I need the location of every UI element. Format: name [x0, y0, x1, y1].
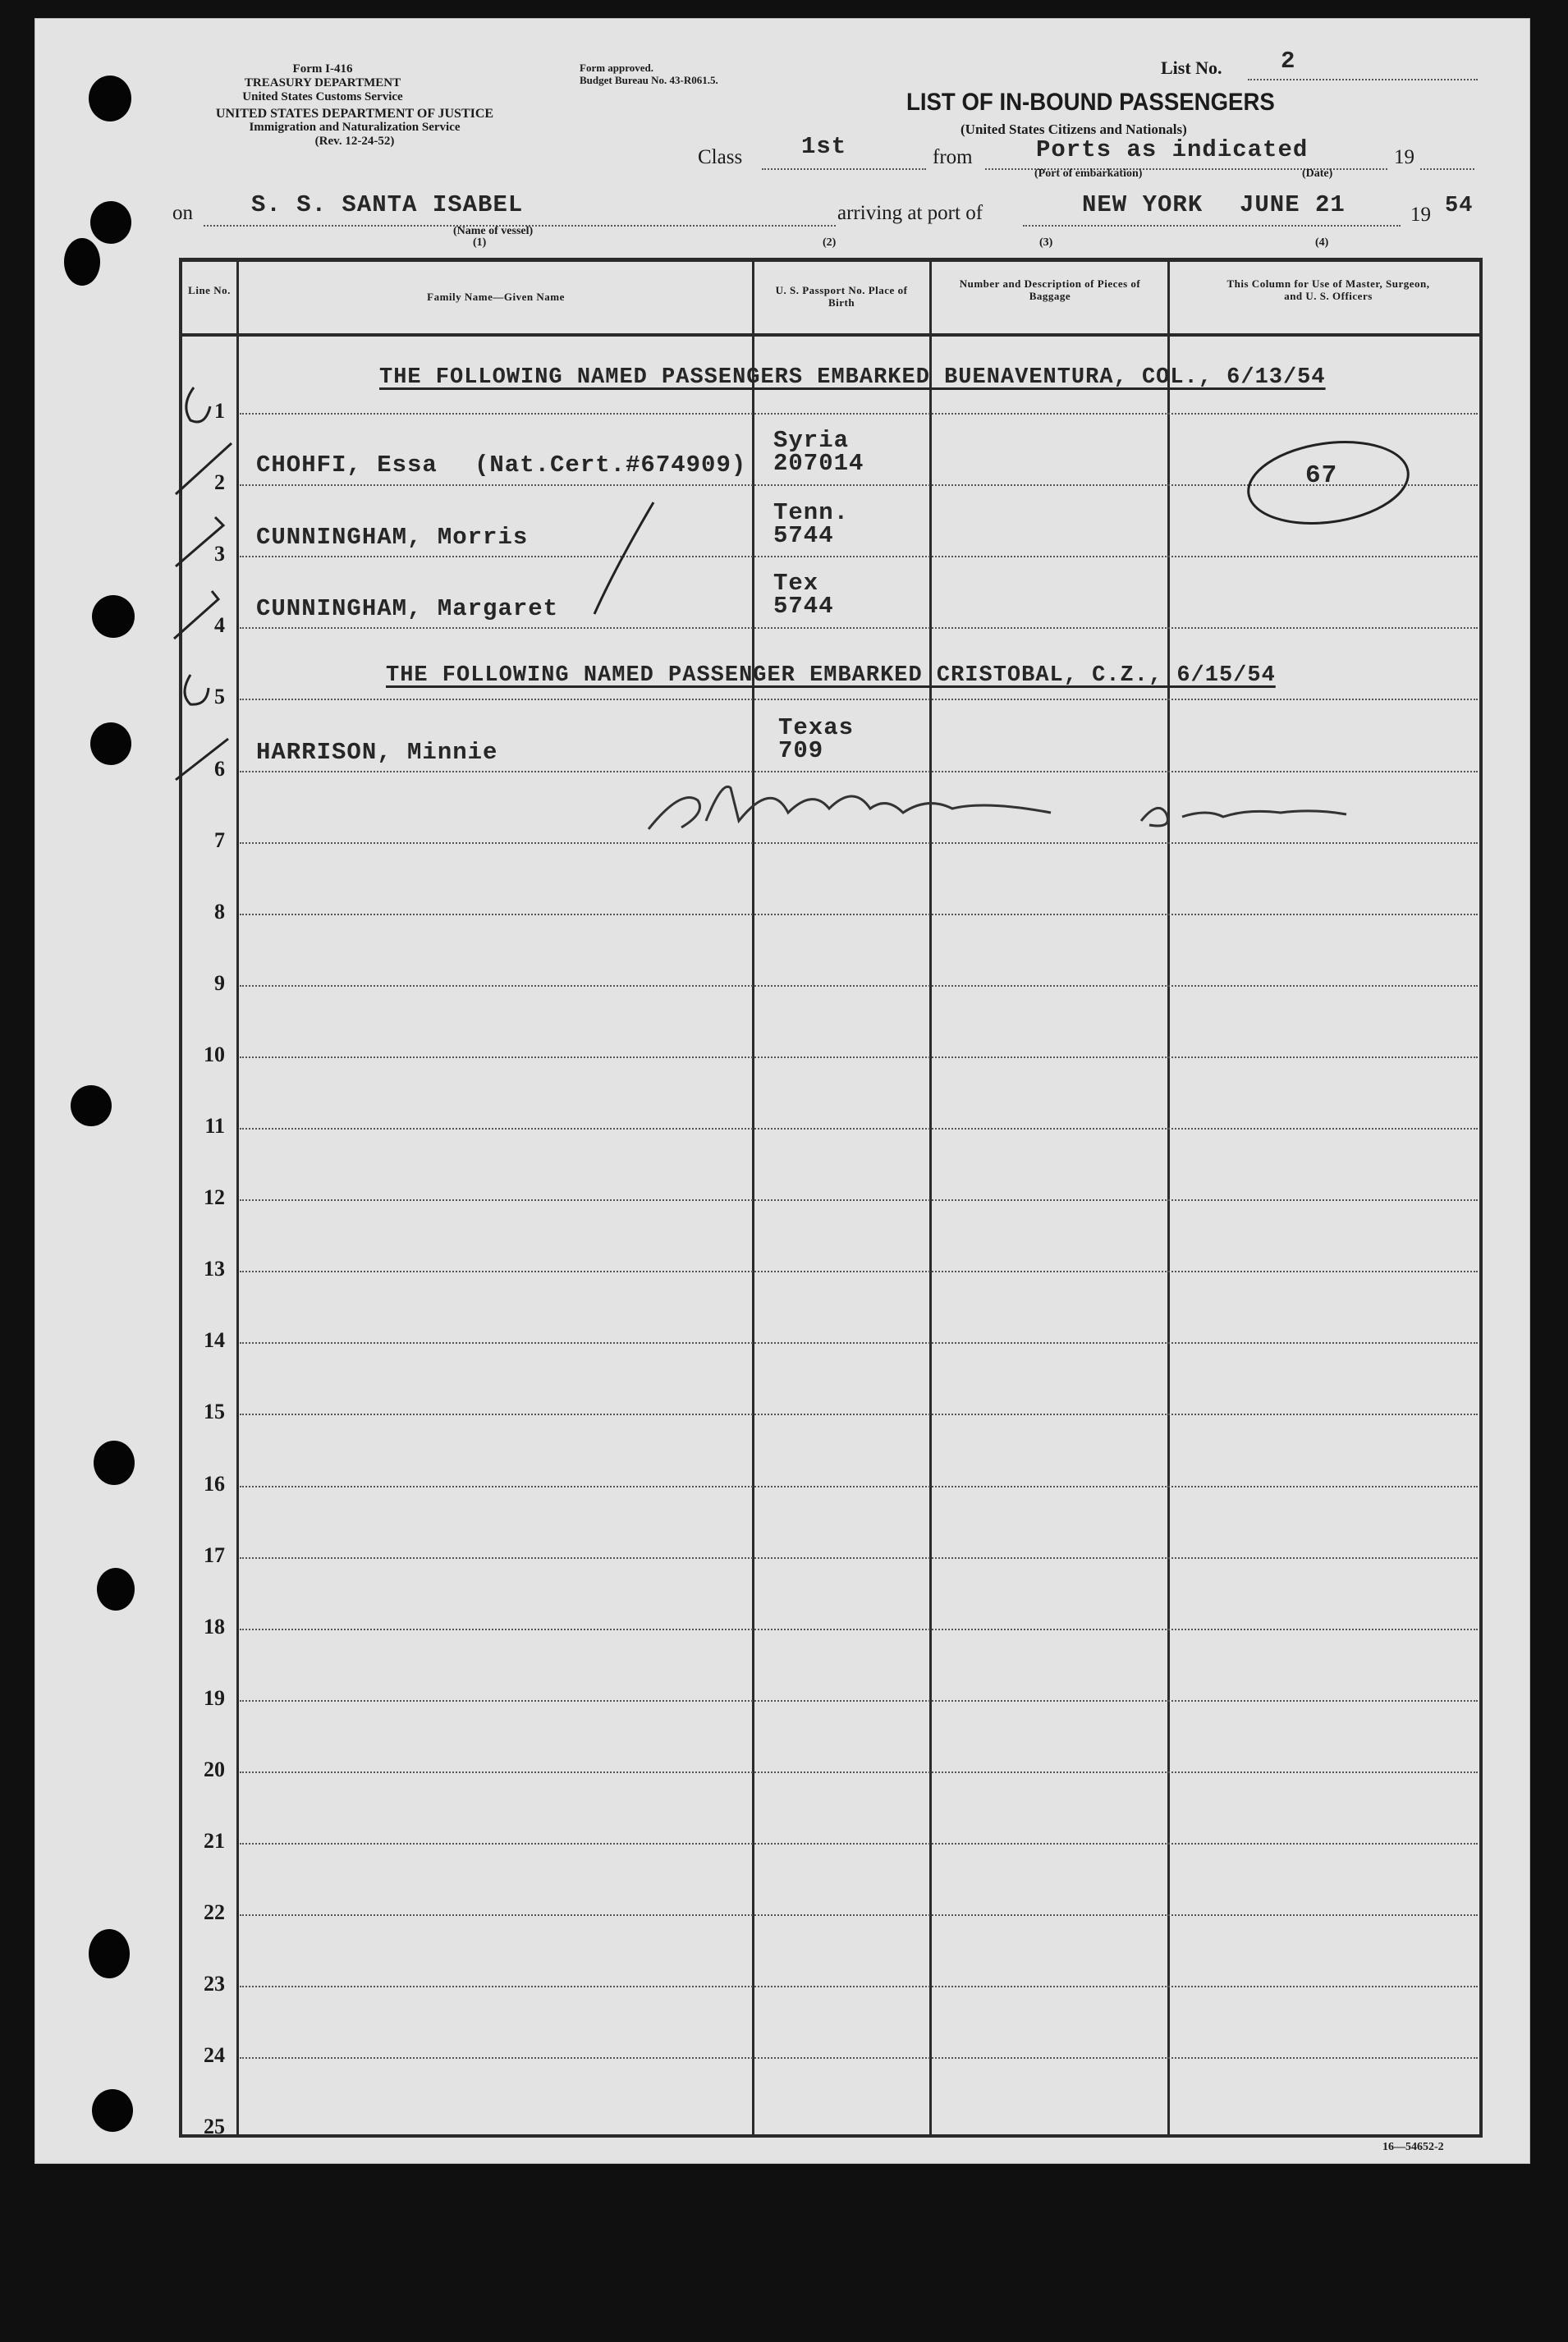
form-number: Form I-416 [292, 62, 353, 76]
list-no-value: 2 [1281, 48, 1296, 75]
passenger-name-margaret: CUNNINGHAM, Margaret [256, 595, 559, 622]
line-number: 10 [204, 1042, 225, 1066]
customs-label: United States Customs Service [242, 90, 403, 103]
caption-2: (2) [823, 236, 837, 249]
treasury-label: TREASURY DEPARTMENT [244, 76, 401, 89]
line-number: 17 [204, 1542, 225, 1567]
check-mark [176, 517, 223, 566]
check-mark [185, 675, 209, 704]
from-label: from [933, 146, 973, 168]
line-number: 20 [204, 1757, 225, 1781]
line-number: 19 [204, 1685, 225, 1710]
section-heading-cristobal: THE FOLLOWING NAMED PASSENGER EMBARKED CRISTOBAL, C.Z., 6/15/54 [386, 663, 1276, 688]
col-header-name: Family Name—Given Name [427, 291, 565, 303]
from-value: Ports as indicated [1036, 136, 1309, 163]
passenger-cert-chohfi: (Nat.Cert.#674909) [475, 451, 747, 479]
date-caption: (Date) [1302, 167, 1333, 180]
class-value: 1st [801, 133, 847, 160]
line-number: 12 [204, 1185, 225, 1210]
vessel-name: S. S. SANTA ISABEL [251, 191, 524, 218]
arrival-date: JUNE 21 [1240, 191, 1346, 218]
line-number: 16 [204, 1471, 225, 1496]
passenger-name-chohfi: CHOHFI, Essa [256, 451, 438, 479]
birthplace-morris: Tenn. [773, 499, 850, 526]
line-number: 25 [204, 2115, 225, 2139]
vessel-caption: (Name of vessel) [453, 225, 534, 237]
line-number: 23 [204, 1972, 225, 1996]
revision-label: (Rev. 12-24-52) [314, 135, 395, 148]
check-mark [176, 739, 228, 780]
line-number: 13 [204, 1257, 225, 1281]
from-caption: (Port of embarkation) [1034, 167, 1143, 180]
page-subtitle: (United States Citizens and Nationals) [961, 121, 1187, 137]
handwritten-signature [649, 786, 1051, 829]
birthplace-chohfi: Syria [773, 427, 850, 454]
page-title: LIST OF IN-BOUND PASSENGERS [906, 89, 1275, 116]
passenger-name-harrison: HARRISON, Minnie [256, 739, 498, 766]
birthplace-harrison: Texas [778, 714, 855, 741]
line-number: 6 [214, 756, 225, 781]
line-number: 2 [214, 470, 225, 495]
check-mark [174, 591, 218, 639]
check-mark [176, 443, 232, 494]
line-number: 22 [204, 1900, 225, 1925]
form-approved: Form approved. [580, 62, 654, 74]
birthplace-margaret: Tex [773, 570, 819, 597]
on-label: on [172, 202, 193, 224]
ins-label: Immigration and Naturalization Service [249, 121, 461, 134]
class-label: Class [698, 146, 743, 168]
passport-harrison: 709 [778, 737, 824, 764]
year-prefix: 19 [1394, 146, 1414, 168]
line-number: 3 [214, 542, 225, 566]
line-number: 14 [204, 1328, 225, 1353]
passport-chohfi: 207014 [773, 450, 864, 477]
check-mark [186, 387, 210, 422]
passport-margaret: 5744 [773, 593, 834, 620]
col-header-officers: This Column for Use of Master, Surgeon, and U. S. Officers [1226, 277, 1430, 302]
line-number: 4 [214, 613, 225, 638]
arriving-label: arriving at port of [837, 202, 983, 224]
caption-3: (3) [1039, 236, 1053, 249]
circled-number: 67 [1305, 461, 1338, 490]
line-number: 1 [214, 399, 225, 423]
col-header-baggage: Number and Description of Pieces of Baggage [959, 277, 1141, 302]
section-heading-buenaventura: THE FOLLOWING NAMED PASSENGERS EMBARKED BUENAVENTURA, COL., 6/13/54 [379, 365, 1326, 390]
line-number: 9 [214, 970, 225, 995]
arrival-port: NEW YORK [1082, 191, 1204, 218]
line-number: 5 [214, 685, 225, 709]
line-number: 15 [204, 1400, 225, 1424]
col-header-passport: U. S. Passport No. Place of Birth [775, 284, 908, 309]
passport-morris: 5744 [773, 522, 834, 549]
line-number: 24 [204, 2043, 225, 2068]
passenger-name-morris: CUNNINGHAM, Morris [256, 524, 529, 551]
year-prefix-2: 19 [1410, 204, 1431, 226]
line-number: 11 [204, 1114, 225, 1138]
caption-4: (4) [1315, 236, 1329, 249]
budget-bureau: Budget Bureau No. 43-R061.5. [580, 74, 718, 86]
arrival-year: 54 [1445, 194, 1474, 218]
line-number: 8 [214, 899, 225, 924]
list-no-label: List No. [1161, 57, 1222, 78]
line-number: 18 [204, 1614, 225, 1638]
line-number: 7 [214, 827, 225, 852]
form-code: 16—54652-2 [1382, 2141, 1444, 2153]
doj-label: UNITED STATES DEPARTMENT OF JUSTICE [215, 107, 494, 121]
line-number: 21 [204, 1829, 225, 1853]
caption-1: (1) [473, 236, 487, 249]
check-mark [594, 502, 653, 614]
col-header-line-no: Line No. [188, 284, 231, 296]
handwritten-initials [1141, 808, 1346, 826]
